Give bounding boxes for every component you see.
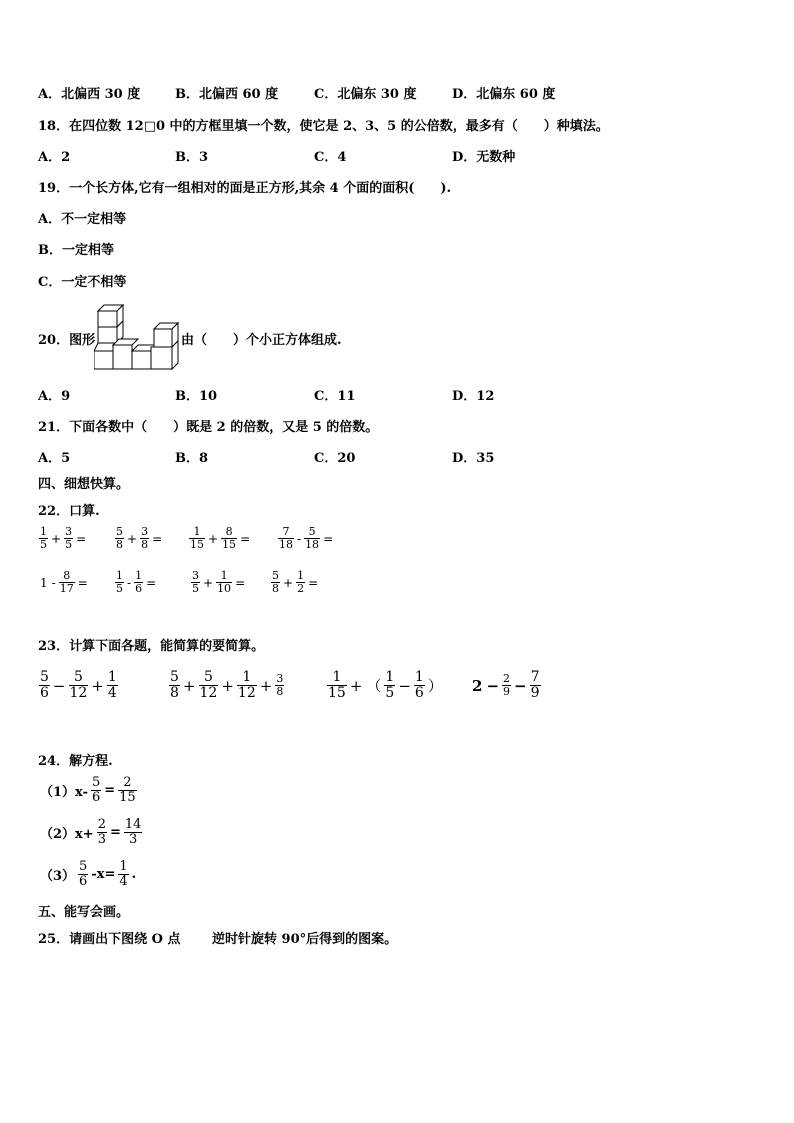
q22-expr-2: $\frac{5}{8}$ + $\frac{3}{8}$ = (116, 525, 163, 552)
q23-expr-2: $\frac{5}{8}$ + $\frac{5}{12}$ + $\frac{1}{12}$ + $\frac{3}{8}$ (170, 669, 284, 702)
q22-expr-4: $\frac{7}{18}$ - $\frac{5}{18}$ = (279, 525, 334, 552)
q23-expr-4: 2 − $\frac{2}{9}$ − $\frac{7}{9}$ (472, 669, 540, 702)
q23-expr-3: $\frac{1}{15}$ + （ $\frac{1}{5}$ − $\frac{1}{6}$ ） (328, 669, 443, 702)
q21-option-a[interactable]: A．5 (38, 451, 71, 466)
q22-expr-3: $\frac{1}{15}$ + $\frac{8}{15}$ = (190, 525, 251, 552)
q18-option-b[interactable]: B．3 (175, 150, 209, 165)
q20-option-b[interactable]: B．10 (175, 389, 218, 404)
q24-stem: 24．解方程. (38, 754, 113, 769)
q19-option-a[interactable]: A．不一定相等 (38, 212, 127, 227)
q19-option-c[interactable]: C．一定不相等 (38, 275, 127, 290)
q22-expr-5: 1 - $\frac{8}{17}$ = (40, 569, 88, 596)
q21-stem: 21．下面各数中（ ）既是 2 的倍数，又是 5 的倍数。 (38, 420, 379, 435)
q18-option-c[interactable]: C．4 (314, 150, 347, 165)
q22-expr-7: $\frac{3}{5}$ + $\frac{1}{10}$ = (192, 569, 246, 596)
q18-option-a[interactable]: A．2 (38, 150, 71, 165)
q25-stem-a: 25．请画出下图绕 O 点 (38, 932, 181, 947)
q20-option-d[interactable]: D．12 (452, 389, 495, 404)
q22-stem: 22．口算. (38, 504, 100, 519)
q25-stem-b: 逆时针旋转 90°后得到的图案。 (212, 932, 398, 947)
q21-option-d[interactable]: D．35 (452, 451, 495, 466)
q23-stem: 23．计算下面各题，能简算的要简算。 (38, 639, 265, 654)
q20-stem-after: 由（ ）个小正方体组成. (181, 333, 342, 348)
q24-eq-1: （1）x- $\frac{5}{6}$ = $\frac{2}{15}$ (40, 775, 136, 806)
q17-option-d[interactable]: D．北偏东 60 度 (452, 87, 556, 102)
q22-expr-8: $\frac{5}{8}$ + $\frac{1}{2}$ = (272, 569, 319, 596)
q20-stem-before: 20．图形 (38, 333, 96, 348)
q21-option-b[interactable]: B．8 (175, 451, 209, 466)
q23-expr-1: $\frac{5}{6}$ − $\frac{5}{12}$ + $\frac{1}{4}$ (40, 669, 117, 702)
q24-eq-3: （3） $\frac{5}{6}$ -x= $\frac{1}{4}$ . (40, 859, 137, 890)
cube-figure (94, 301, 180, 371)
q20-option-c[interactable]: C．11 (314, 389, 356, 404)
q22-expr-1: $\frac{1}{5}$ + $\frac{3}{5}$ = (40, 525, 87, 552)
q20-option-a[interactable]: A．9 (38, 389, 71, 404)
q22-expr-6: $\frac{1}{5}$ - $\frac{1}{6}$ = (116, 569, 157, 596)
q18-option-d[interactable]: D．无数种 (452, 150, 516, 165)
q24-eq-2: （2）x+ $\frac{2}{3}$ = $\frac{14}{3}$ (40, 817, 142, 848)
q21-option-c[interactable]: C．20 (314, 451, 356, 466)
q19-stem: 19．一个长方体,它有一组相对的面是正方形,其余 4 个面的面积( ). (38, 181, 452, 196)
q18-stem: 18．在四位数 12□0 中的方框里填一个数，使它是 2、3、5 的公倍数，最多有（ ）种填法。 (38, 119, 609, 134)
q19-option-b[interactable]: B．一定相等 (38, 243, 114, 258)
q17-option-c[interactable]: C．北偏东 30 度 (314, 87, 417, 102)
section-4-heading: 四、细想快算。 (38, 477, 130, 492)
q17-option-a[interactable]: A．北偏西 30 度 (38, 87, 141, 102)
q17-option-b[interactable]: B．北偏西 60 度 (175, 87, 279, 102)
section-5-heading: 五、能写会画。 (38, 905, 130, 920)
